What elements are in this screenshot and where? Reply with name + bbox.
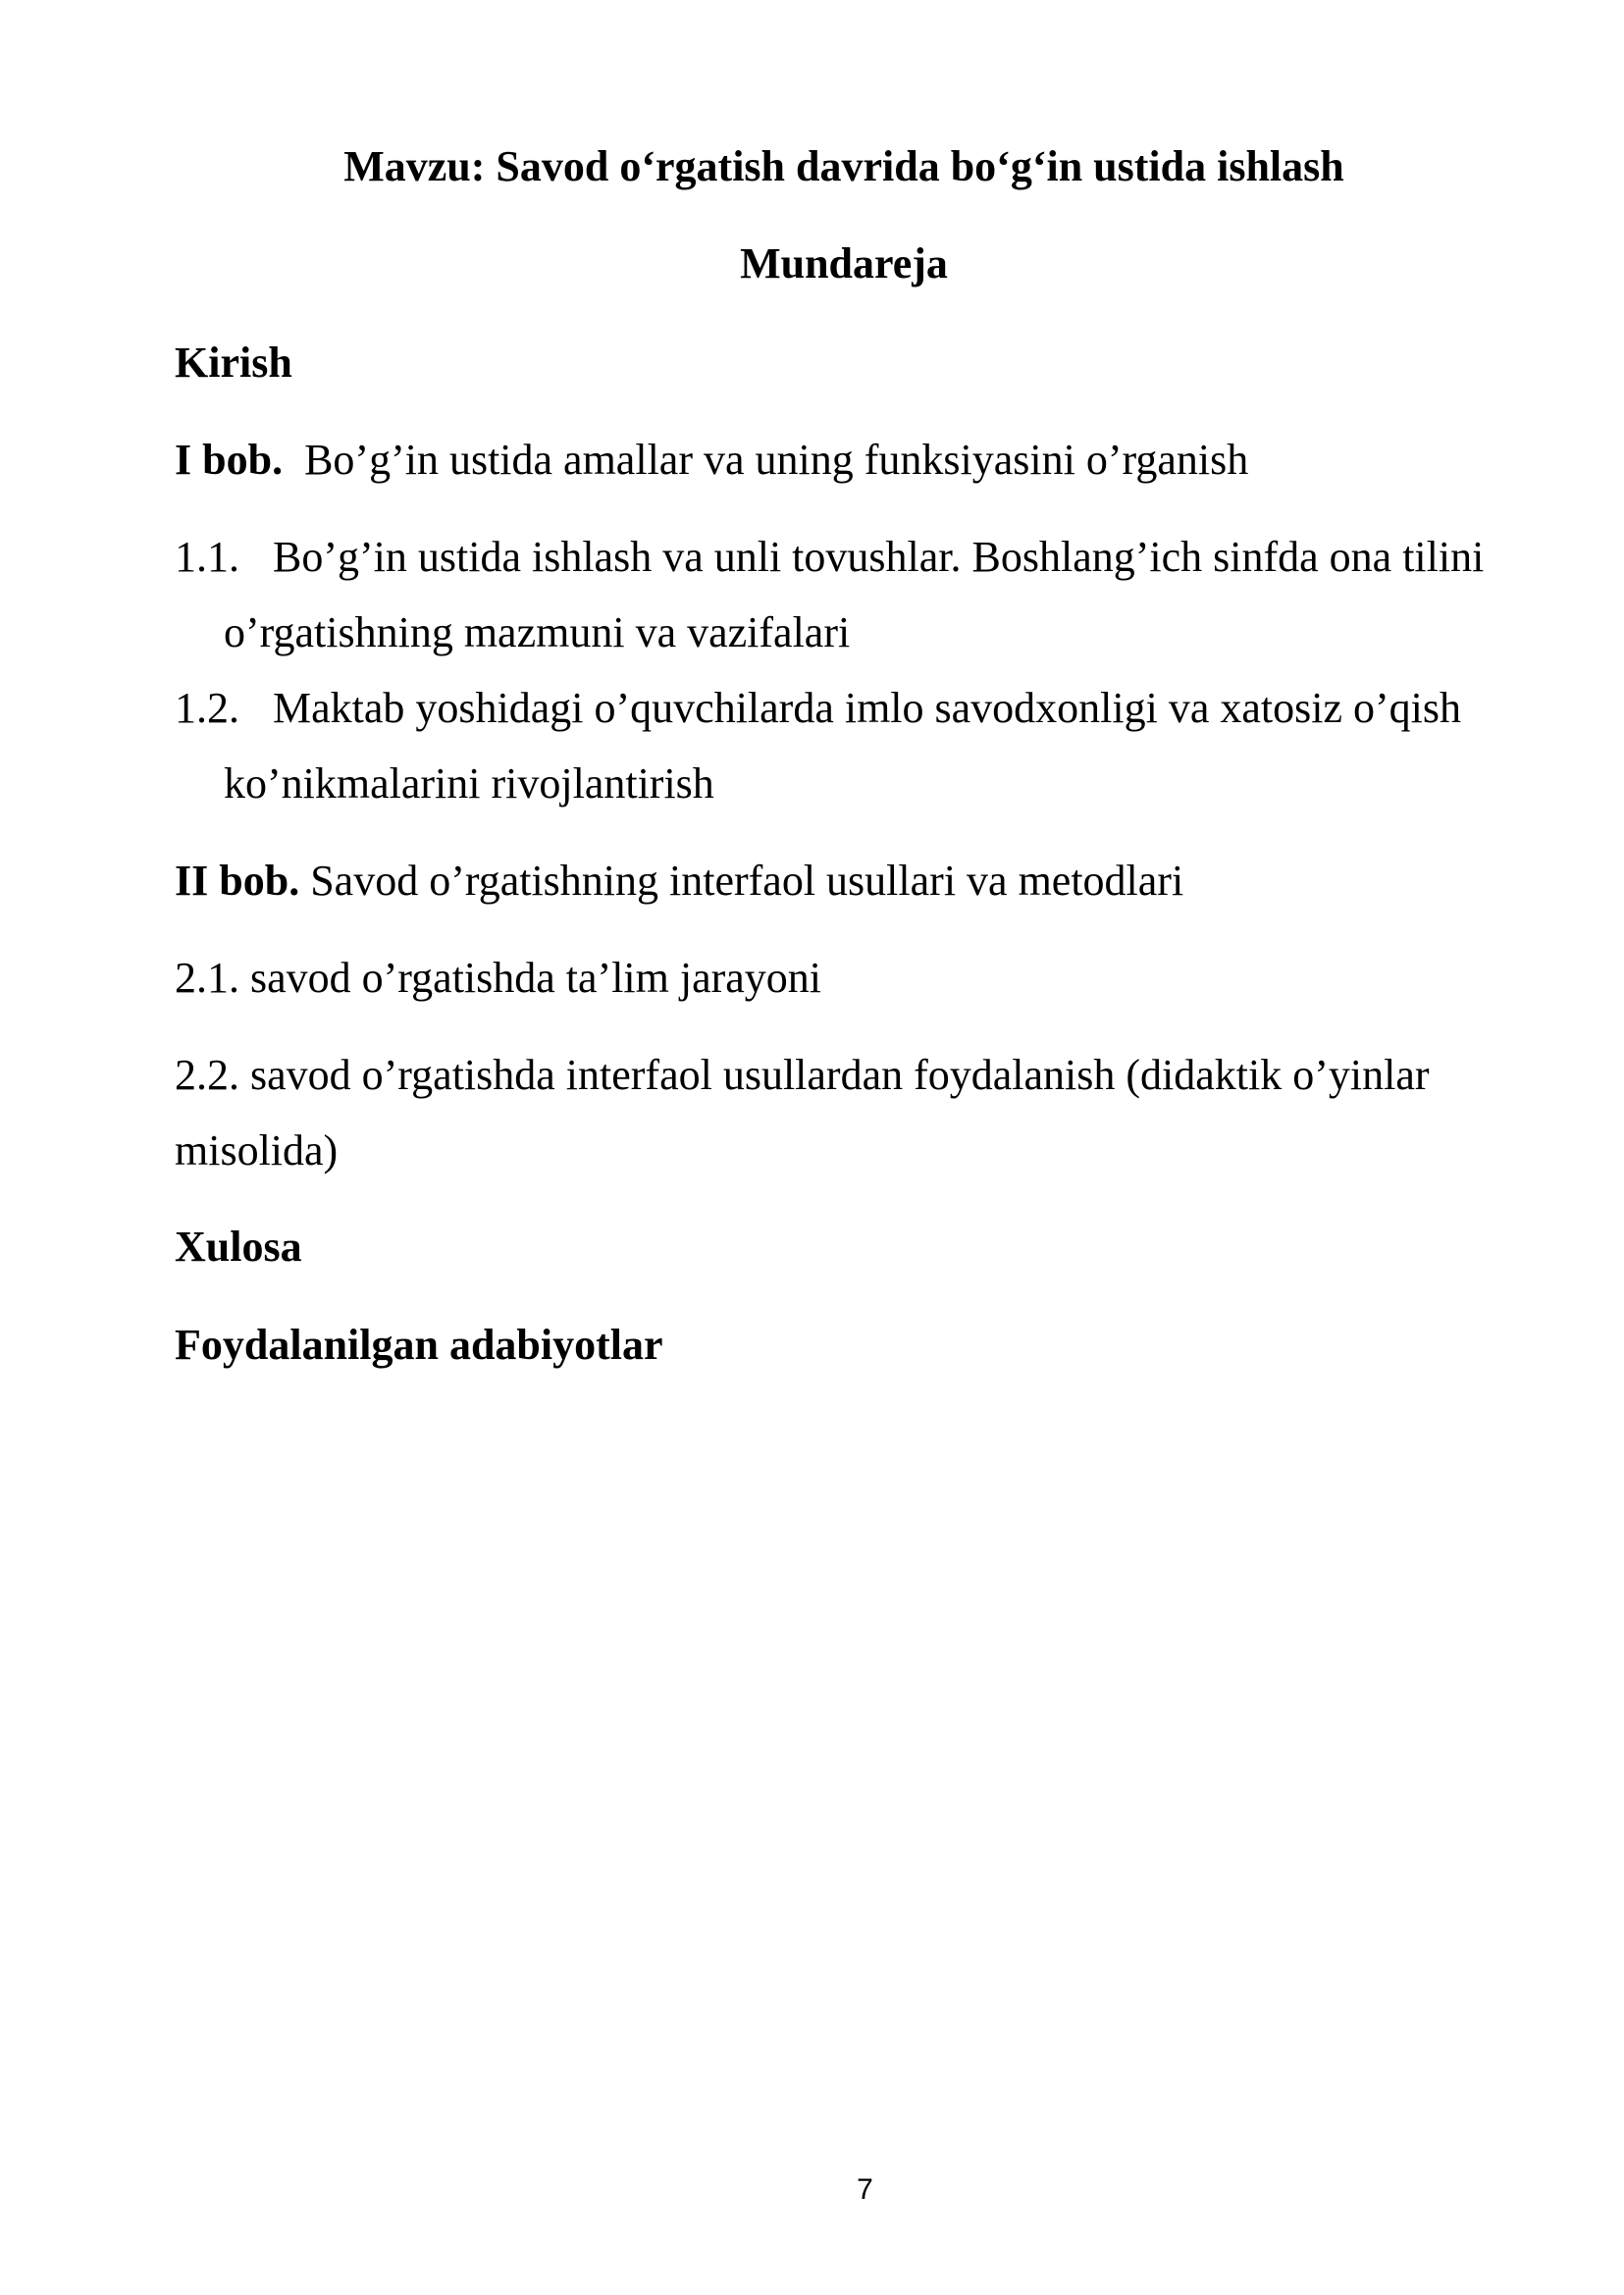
toc-conclusion-label: Xulosa bbox=[175, 1223, 302, 1271]
toc-item-2-2-line2: misolida) bbox=[175, 1126, 339, 1174]
toc-item-1-1 bbox=[175, 532, 1484, 583]
toc-heading: Mundareja bbox=[740, 239, 948, 287]
document-title: Mavzu: Savod o‘rgatish davrida bo‘g‘in ustida ishlash bbox=[343, 142, 1344, 190]
toc-item-references bbox=[175, 1320, 663, 1371]
section-1-2-number: 1.2. bbox=[175, 684, 239, 732]
section-1-1-title-line1: Bo’g’in ustida ishlash va unli tovushlar. Boshlang’ich sinfda ona tilini bbox=[273, 533, 1485, 581]
toc-item-conclusion bbox=[175, 1222, 302, 1273]
section-1-1-title-line2: o’rgatishning mazmuni va vazifalari bbox=[224, 608, 851, 656]
chapter-2-label: II bob. bbox=[175, 857, 300, 905]
page-number: 7 bbox=[857, 2173, 873, 2206]
toc-item-1-2 bbox=[175, 683, 1461, 734]
toc-intro-label: Kirish bbox=[175, 339, 292, 387]
toc-item-chapter-1 bbox=[175, 435, 1248, 486]
toc-item-intro bbox=[175, 338, 292, 389]
chapter-1-label: I bob. bbox=[175, 436, 284, 484]
section-1-2-title-line1: Maktab yoshidagi o’quvchilarda imlo savodxonligi va xatosiz o’qish bbox=[273, 684, 1462, 732]
toc-item-2-1: 2.1. savod o’rgatishda ta’lim jarayoni bbox=[175, 954, 822, 1002]
toc-item-chapter-2 bbox=[175, 856, 1183, 907]
toc-item-2-2-line1: 2.2. savod o’rgatishda interfaol usullardan foydalanish (didaktik o’yinlar bbox=[175, 1051, 1430, 1099]
toc-references-label: Foydalanilgan adabiyotlar bbox=[175, 1321, 663, 1369]
section-1-2-title-line2: ko’nikmalarini rivojlantirish bbox=[224, 759, 714, 808]
chapter-2-title: Savod o’rgatishning interfaol usullari va metodlari bbox=[310, 857, 1184, 905]
section-1-1-number: 1.1. bbox=[175, 533, 239, 581]
chapter-1-title: Bo’g’in ustida amallar va uning funksiyasini o’rganish bbox=[304, 436, 1249, 484]
